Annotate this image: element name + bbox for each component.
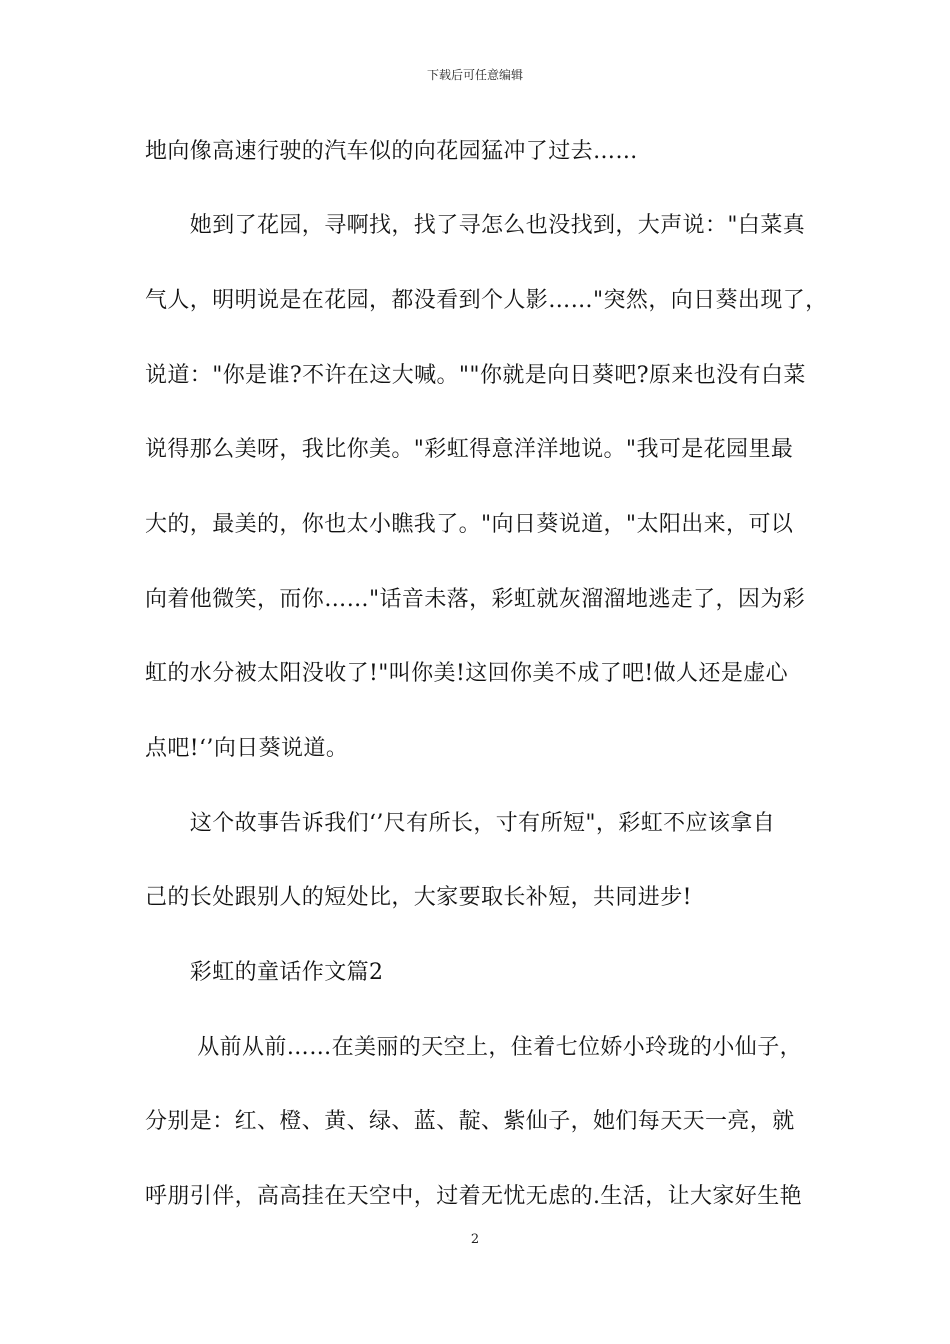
text-line: 呼朋引伴，高高挂在天空中，过着无忧无虑的.生活，让大家好生艳	[145, 1184, 802, 1209]
text-line: 点吧!‘’向日葵说道。	[145, 736, 349, 761]
page-header: 下载后可任意编辑	[426, 68, 523, 82]
text-line: 虹的水分被太阳没收了!"叫你美!这回你美不成了吧!做人还是虚心	[145, 661, 789, 686]
text-line: 向着他微笑，而你……"话音未落，彩虹就灰溜溜地逃走了，因为彩	[145, 587, 806, 612]
text-line: 地向像高速行驶的汽车似的向花园猛冲了过去……	[145, 139, 638, 164]
text-line: 她到了花园，寻啊找，找了寻怎么也没找到，大声说："白菜真	[145, 213, 806, 238]
text-line: 从前从前……在美丽的天空上，住着七位娇小玲珑的小仙子，	[145, 1035, 802, 1060]
section-heading: 彩虹的童话作文篇2	[145, 960, 384, 985]
text-line: 己的长处跟别人的短处比，大家要取长补短，共同进步!	[145, 885, 692, 910]
page-number: 2	[470, 1232, 480, 1247]
text-line: 说道："你是谁?不许在这大喊。""你就是向日葵吧?原来也没有白菜	[145, 363, 806, 388]
text-line: 气人，明明说是在花园，都没看到个人影……"突然，向日葵出现了，	[145, 288, 828, 313]
text-line: 分别是：红、橙、黄、绿、蓝、靛、紫仙子，她们每天天一亮，就	[145, 1109, 795, 1134]
text-line: 这个故事告诉我们‘’尺有所长，寸有所短"，彩虹不应该拿自	[145, 811, 776, 836]
text-line: 说得那么美呀，我比你美。"彩虹得意洋洋地说。"我可是花园里最	[145, 437, 794, 462]
text-line: 大的，最美的，你也太小瞧我了。"向日葵说道，"太阳出来，可以	[145, 512, 794, 537]
